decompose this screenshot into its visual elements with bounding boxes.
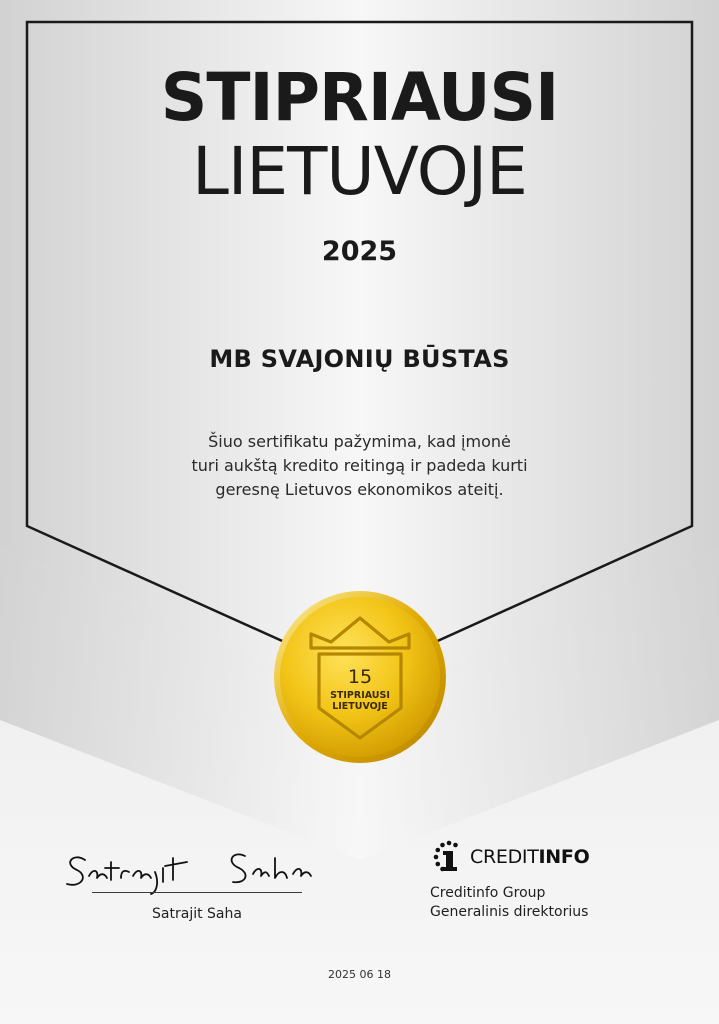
description-line: turi aukštą kredito reitingą ir padeda kurti — [191, 456, 528, 475]
signer-name: Satrajit Saha — [152, 906, 242, 922]
description-line: Šiuo sertifikatu pažymima, kad įmonė — [208, 432, 511, 451]
logo-text-light: CREDIT — [470, 846, 539, 868]
signature-line — [92, 892, 302, 893]
title-line-2: LIETUVOJE — [192, 133, 527, 210]
creditinfo-logo-text — [470, 845, 589, 869]
badge-number: 15 — [347, 666, 373, 688]
logo-text-bold: INFO — [538, 846, 590, 868]
org-name: Creditinfo Group — [430, 885, 546, 901]
description-line: geresnę Lietuvos ekonomikos ateitį. — [215, 480, 504, 499]
company-name: MB SVAJONIŲ BŪSTAS — [209, 345, 510, 373]
creditinfo-logo-icon — [430, 840, 464, 874]
badge-text-line-2: LIETUVOJE — [332, 701, 388, 712]
badge-text-line-1: STIPRIAUSI — [330, 690, 390, 701]
org-title: Generalinis direktorius — [430, 904, 589, 920]
certificate-date: 2025 06 18 — [328, 968, 391, 981]
certificate-description — [0, 430, 719, 502]
handwritten-signature — [55, 838, 325, 898]
title-line-1: STIPRIAUSI — [160, 59, 559, 136]
award-year: 2025 — [321, 236, 398, 267]
